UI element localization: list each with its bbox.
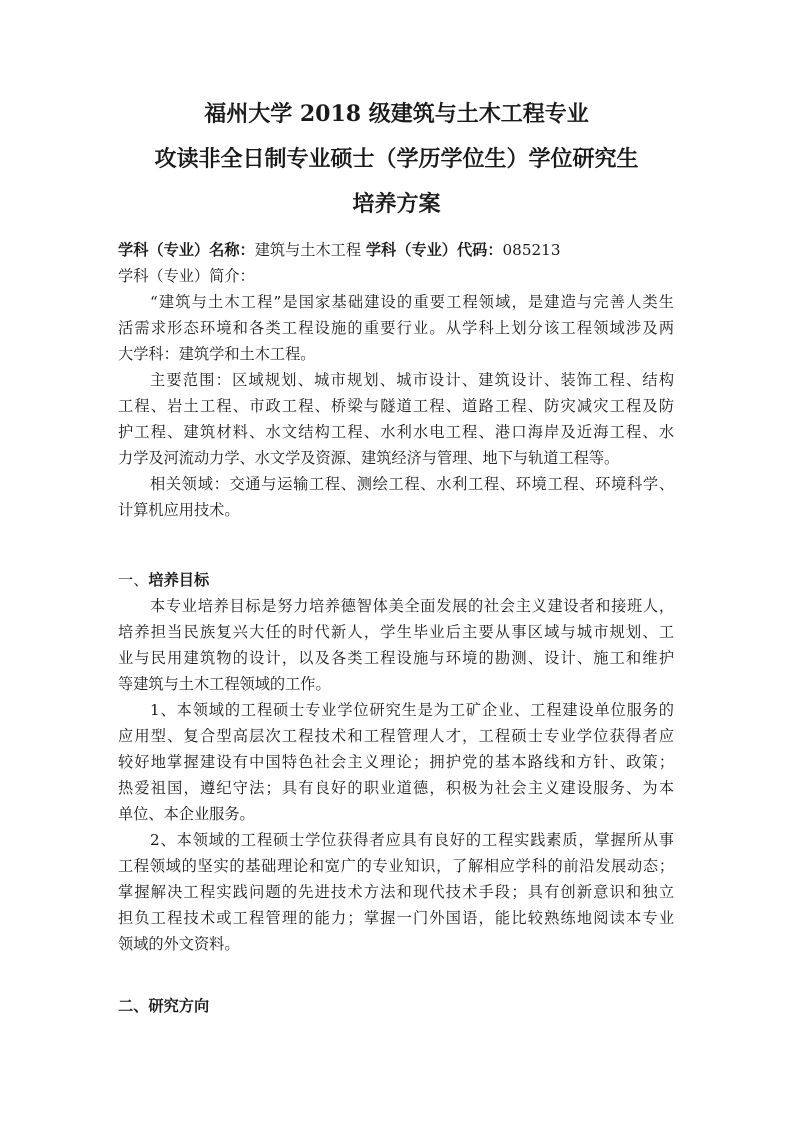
text-line: 工程领域的坚实的基础理论和宽广的专业知识，了解相应学科的前沿发展动态； [118, 857, 674, 875]
text-line: 领域的外文资料。 [118, 935, 240, 953]
text-line: 工程、岩土工程、市政工程、桥梁与隧道工程、道路工程、防灾减灾工程及防 [118, 397, 674, 415]
text-line: 大学科：建筑学和土木工程。 [118, 345, 316, 363]
text-line: 较好地掌握建设有中国特色社会主义理论；拥护党的基本路线和方针、政策； [118, 753, 674, 771]
subject-name-label: 学科（专业）名称： [118, 241, 255, 259]
text-line: 等建筑与土木工程领域的工作。 [118, 675, 331, 693]
text-line: 担负工程技术或工程管理的能力；掌握一门外国语，能比较熟练地阅读本专业 [118, 909, 674, 927]
doc-title-line-3: 培养方案 [352, 191, 441, 217]
section-1-title: 培养目标 [148, 571, 210, 589]
text-line: 力学及河流动力学、水文学及资源、建筑经济与管理、地下与轨道工程等。 [118, 449, 620, 467]
text-line: 计算机应用技术。 [118, 501, 240, 519]
intro-paragraph-1 [118, 289, 674, 367]
text-line: “建筑与土木工程”是国家基础建设的重要工程领域，是建造与完善人类生 [150, 293, 674, 311]
section-2-heading [118, 993, 674, 1019]
text-line: 热爱祖国，遵纪守法；具有良好的职业道德，积极为社会主义建设服务、为本 [118, 779, 674, 797]
text-line: 单位、本企业服务。 [118, 805, 255, 823]
text-line: 应用型、复合型高层次工程技术和工程管理人才，工程硕士专业学位获得者应 [118, 727, 674, 745]
subject-name-value: 建筑与土木工程 [254, 241, 366, 259]
text-line: 1、本领域的工程硕士专业学位研究生是为工矿企业、工程建设单位服务的 [150, 701, 674, 719]
text-line: 护工程、建筑材料、水文结构工程、水利水电工程、港口海岸及近海工程、水 [118, 423, 674, 441]
doc-title-line-1: 福州大学 2018 级建筑与土木工程专业 [204, 101, 589, 127]
text-line: 业与民用建筑物的设计，以及各类工程设施与环境的勘测、设计、施工和维护 [118, 649, 674, 667]
text-line: 相关领域：交通与运输工程、测绘工程、水利工程、环境工程、环境科学、 [150, 475, 674, 493]
doc-title-line-2: 攻读非全日制专业硕士（学历学位生）学位研究生 [154, 146, 639, 172]
subject-code-value: 085213 [502, 241, 561, 259]
text-line: 2、本领域的工程硕士学位获得者应具有良好的工程实践素质，掌握所从事 [150, 831, 674, 849]
text-line: 培养担当民族复兴大任的时代新人，学生毕业后主要从事区域与城市规划、工 [118, 623, 674, 641]
section-2-title: 研究方向 [148, 997, 210, 1015]
subject-meta-line [118, 237, 674, 263]
subject-code-label: 学科（专业）代码： [365, 241, 503, 259]
section-1-number: 一、 [118, 571, 149, 589]
section-1-paragraph-1 [118, 593, 674, 697]
section-2-number: 二、 [118, 997, 149, 1015]
section-1-paragraph-3 [118, 827, 674, 957]
text-line: 掌握解决工程实践问题的先进技术方法和现代技术手段；具有创新意识和独立 [118, 883, 674, 901]
intro-paragraph-3 [118, 471, 674, 523]
intro-label: 学科（专业）简介： [118, 267, 255, 285]
section-1-paragraph-2 [118, 697, 674, 827]
section-1-heading [118, 567, 674, 593]
text-line: 活需求形态环境和各类工程设施的重要行业。从学科上划分该工程领域涉及两 [118, 319, 674, 337]
intro-paragraph-2 [118, 367, 674, 471]
text-line: 主要范围：区域规划、城市规划、城市设计、建筑设计、装饰工程、结构 [150, 371, 674, 389]
text-line: 本专业培养目标是努力培养德智体美全面发展的社会主义建设者和接班人， [150, 597, 674, 615]
doc-body [118, 237, 674, 1019]
